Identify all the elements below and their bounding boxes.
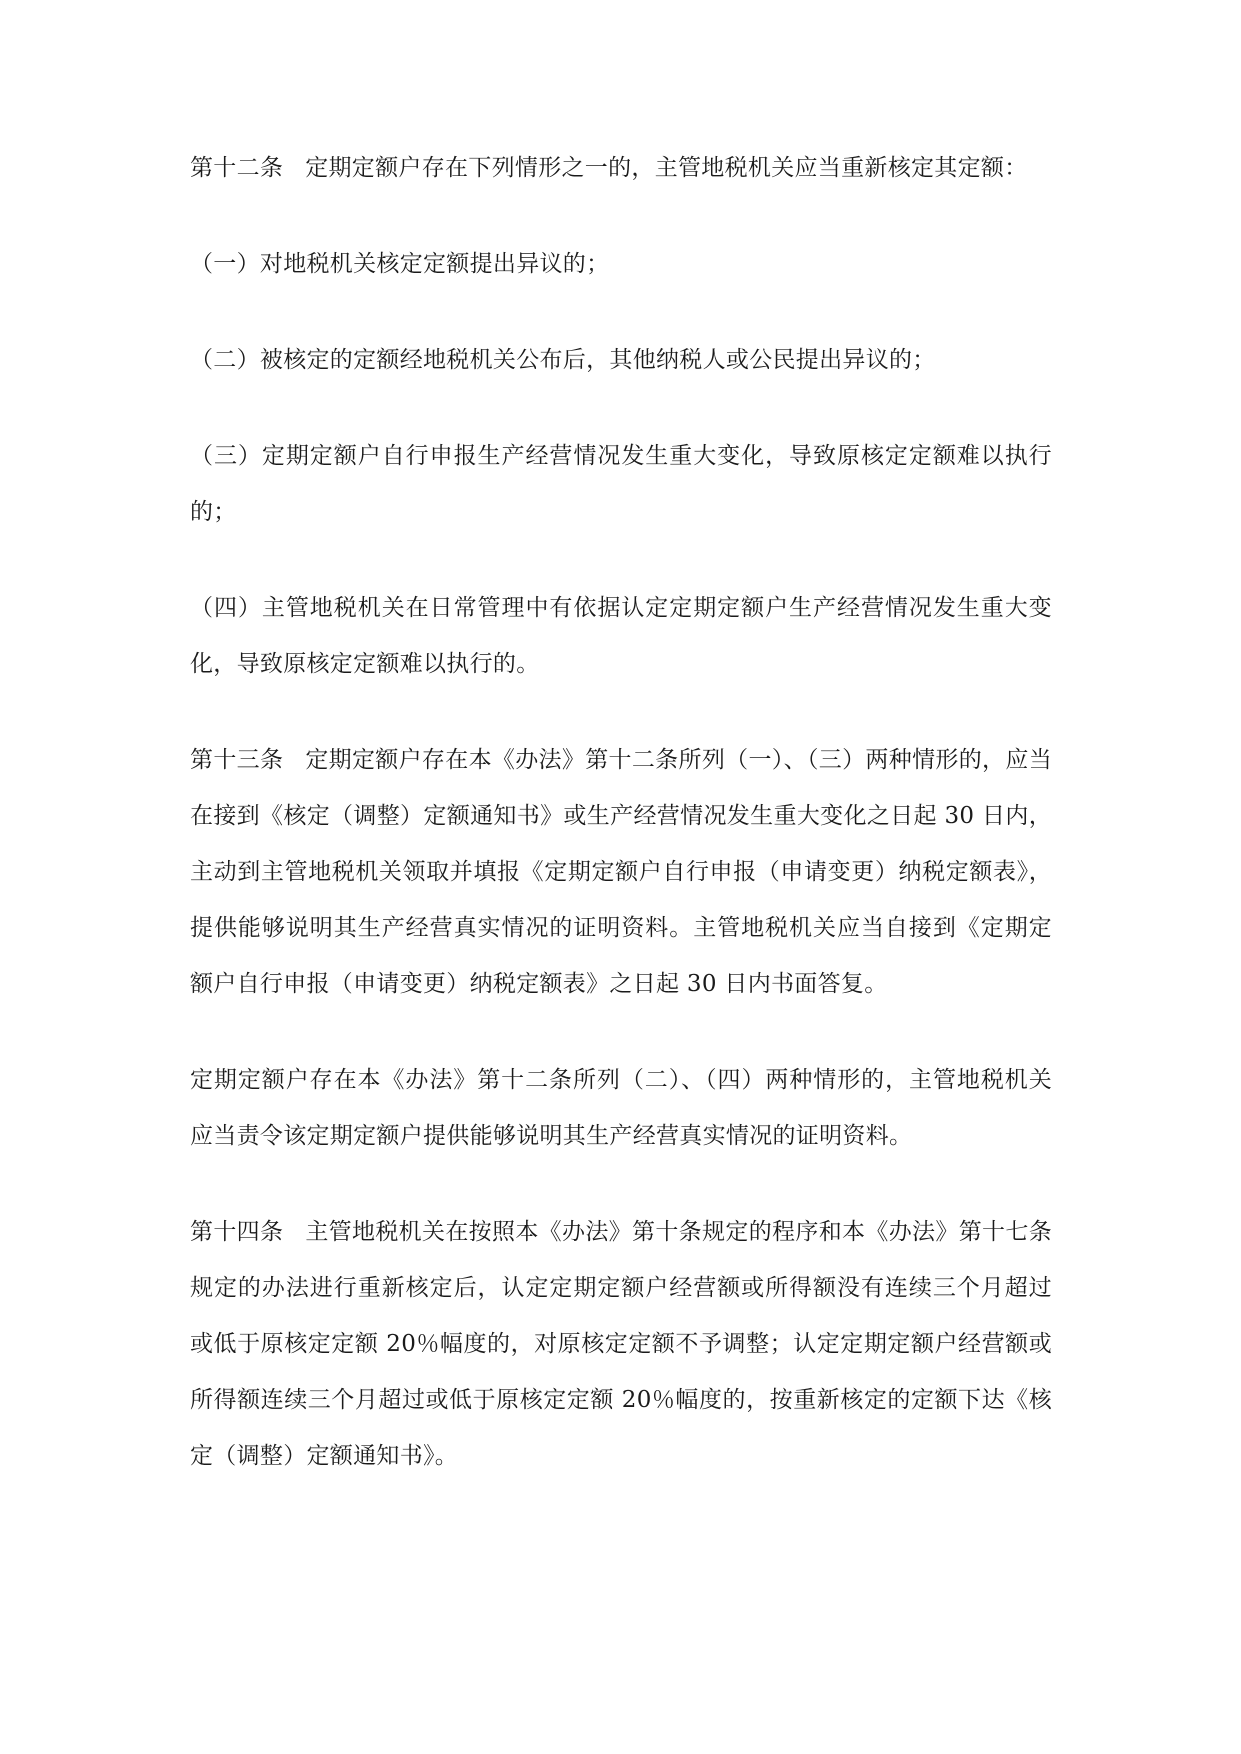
article-12-number: 第十二条 — [190, 155, 284, 181]
article-14 — [190, 1204, 1052, 1484]
article-12-text: 定期定额户存在下列情形之一的，主管地税机关应当重新核定其定额： — [305, 155, 1028, 181]
article-13-paragraph-2: 定期定额户存在本《办法》第十二条所列（二）、（四）两种情形的，主管地税机关应当责令该定期定额户提供能够说明其生产经营真实情况的证明资料。 — [190, 1067, 1052, 1149]
article-12-item-2: （二）被核定的定额经地税机关公布后，其他纳税人或公民提出异议的； — [190, 347, 936, 373]
article-12 — [190, 140, 1052, 196]
article-13-text: 定期定额户存在本《办法》第十二条所列（一）、（三）两种情形的，应当在接到《核定（调整）定额通知书》或生产经营情况发生重大变化之日起 30 日内，主动到主管地税机关领取并填报《定期定额户自行申报（申请变更）纳税定额表》，提供能够说明其生产经营真实情况的证明资料。主管地税机关应当自接到《定期定额户自行申报（申请变更）纳税定额表》之日起 30 日内书面答复。 — [190, 747, 1053, 997]
article-13 — [190, 732, 1052, 1012]
document-body — [190, 140, 1052, 1484]
article-13-number: 第十三条 — [190, 747, 284, 773]
article-12-item-1: （一）对地税机关核定定额提出异议的； — [190, 251, 610, 277]
article-12-item-3: （三）定期定额户自行申报生产经营情况发生重大变化，导致原核定定额难以执行的； — [190, 443, 1052, 525]
article-14-number: 第十四条 — [190, 1219, 284, 1245]
article-12-item-4: （四）主管地税机关在日常管理中有依据认定定期定额户生产经营情况发生重大变化，导致原核定定额难以执行的。 — [190, 595, 1052, 677]
article-14-text: 主管地税机关在按照本《办法》第十条规定的程序和本《办法》第十七条规定的办法进行重新核定后，认定定期定额户经营额或所得额没有连续三个月超过或低于原核定定额 20％幅度的，对原核定定额不予调整；认定定期定额户经营额或所得额连续三个月超过或低于原核定定额 20％幅度的，按重新核定的定额下达《核定（调整）定额通知书》。 — [190, 1219, 1052, 1469]
